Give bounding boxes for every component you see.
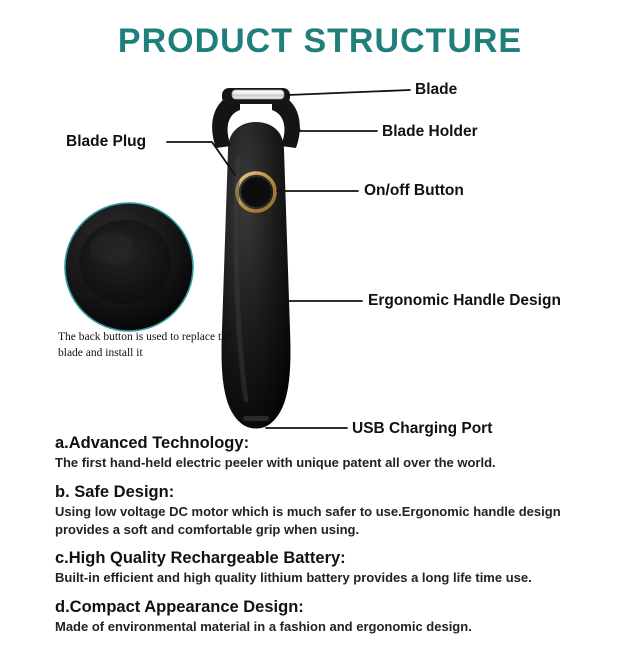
leader-blade [288, 90, 410, 95]
feature-body: The first hand-held electric peeler with unique patent all over the world. [55, 455, 496, 471]
feature-body: Using low voltage DC motor which is much safer to use.Ergonomic handle design provides a soft and comfortable grip when using. [55, 504, 561, 537]
leader-blade-plug [167, 142, 235, 175]
callout-ergonomic-handle: Ergonomic Handle Design [368, 292, 561, 309]
callout-onoff-button: On/off Button [364, 182, 464, 199]
handle-body [222, 122, 291, 429]
back-button-caption: The back button is used to replace the blade and install it [58, 331, 233, 359]
leader-blade-holder [292, 112, 377, 131]
feature-heading: d.Compact Appearance Design: [55, 597, 304, 616]
feature-heading: a.Advanced Technology: [55, 434, 250, 452]
feature-heading: c.High Quality Rechargeable Battery: [55, 549, 346, 568]
peeler-device [212, 88, 300, 429]
onoff-button-inner [241, 177, 271, 207]
callout-blade: Blade [415, 81, 458, 98]
callout-blade-holder: Blade Holder [382, 123, 478, 140]
usb-charging-port [243, 416, 269, 421]
blade-plug-highlight [90, 232, 134, 264]
blade [232, 90, 284, 99]
feature-list [55, 432, 595, 645]
callout-usb-charging-port: USB Charging Port [352, 420, 493, 437]
callout-blade-plug: Blade Plug [66, 133, 147, 150]
feature-body: Built-in efficient and high quality lithium battery provides a long life time use. [55, 570, 532, 586]
blade-plug-back-button [79, 220, 171, 304]
feature-heading: b. Safe Design: [55, 482, 175, 501]
page-title: PRODUCT STRUCTURE [117, 22, 523, 60]
blade-plug-detail [65, 203, 193, 331]
feature-body: Made of environmental material in a fashion and ergonomic design. [55, 619, 472, 635]
